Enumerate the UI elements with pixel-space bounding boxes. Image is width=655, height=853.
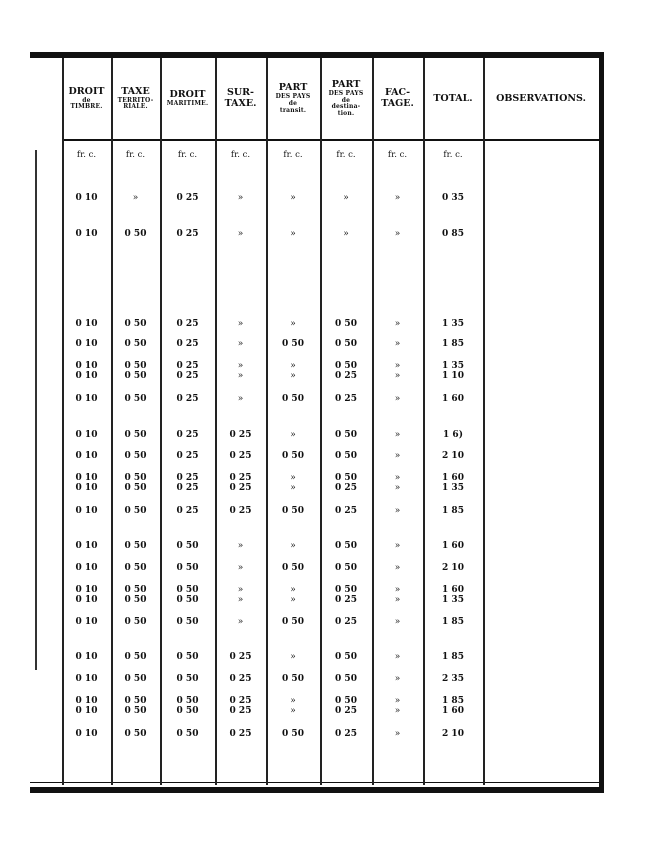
table-cell: 0 50	[282, 451, 304, 461]
table-cell: 0 50	[335, 585, 357, 595]
unit-label: fr. c.	[177, 150, 198, 160]
table-cell: »	[237, 371, 244, 381]
table-cell: »	[290, 229, 296, 239]
table-cell: 0 25	[335, 506, 357, 516]
table-cell: 1 35	[442, 361, 464, 371]
table-cell: 0 25	[229, 473, 252, 483]
unit-label: fr. c.	[125, 150, 146, 160]
table-cell: 0 50	[176, 595, 199, 605]
table-cell: 1 85	[442, 506, 464, 516]
table-cell: 1 85	[442, 617, 464, 627]
column-header-text: DES PAYS	[275, 93, 311, 101]
table-cell: »	[394, 451, 401, 461]
table-cell: 0 50	[124, 617, 147, 627]
table-cell: 0 25	[176, 506, 199, 516]
table-cell: 0 25	[176, 451, 199, 461]
column-header-text: OBSERVATIONS.	[496, 92, 586, 104]
table-cell: »	[343, 229, 349, 239]
table-cell: 0 50	[335, 319, 357, 329]
table-cell: »	[394, 595, 401, 605]
table-cell: »	[290, 371, 296, 381]
table-cell: 0 50	[176, 674, 199, 684]
table-cell: »	[290, 361, 296, 371]
column-header-text: TAXE.	[224, 98, 257, 109]
table-cell: »	[394, 585, 401, 595]
table-cell: 0 25	[229, 729, 252, 739]
table-cell: 0 25	[176, 430, 199, 440]
column-header	[372, 60, 423, 138]
header-rule	[62, 139, 599, 141]
table-cell: »	[290, 595, 296, 605]
table-cell: 0 25	[176, 361, 199, 371]
table-cell: 0 10	[75, 430, 98, 440]
table-cell: »	[394, 339, 401, 349]
table-cell: »	[237, 394, 244, 404]
table-cell: 0 50	[282, 394, 304, 404]
table-cell: 1 35	[442, 483, 464, 493]
unit-label: fr. c.	[76, 150, 97, 160]
table-cell: 1 60	[442, 541, 464, 551]
table-cell: »	[394, 193, 401, 203]
table-cell: »	[237, 229, 244, 239]
unit-label: fr. c.	[230, 150, 251, 160]
table-cell: 0 25	[176, 473, 199, 483]
table-cell: 0 10	[75, 473, 98, 483]
table-right-rule	[599, 52, 604, 792]
table-cell: 0 10	[75, 674, 98, 684]
table-cell: 0 50	[124, 595, 147, 605]
column-header-text: DROIT	[68, 85, 105, 97]
unit-label: fr. c.	[336, 150, 356, 160]
table-cell: 1 6)	[443, 430, 463, 440]
table-cell: 0 10	[75, 595, 98, 605]
table-cell: 0 50	[335, 541, 357, 551]
table-cell: 0 50	[335, 361, 357, 371]
table-cell: 0 50	[335, 473, 357, 483]
table-cell: 0 25	[335, 483, 357, 493]
table-cell: 0 25	[176, 371, 199, 381]
table-cell: »	[290, 706, 296, 716]
table-cell: 0 50	[282, 729, 304, 739]
column-header-text: transit.	[279, 106, 307, 114]
table-inner-bottom-rule	[30, 782, 604, 783]
table-cell: 0 25	[229, 706, 252, 716]
column-header-text: tion.	[337, 110, 355, 118]
column-rule	[483, 58, 485, 785]
table-cell: 0 10	[75, 361, 98, 371]
table-cell: 1 60	[442, 473, 464, 483]
table-cell: 0 35	[442, 193, 464, 203]
table-cell: 0 10	[75, 193, 98, 203]
table-cell: 0 50	[124, 483, 147, 493]
table-cell: 0 50	[282, 674, 304, 684]
table-cell: »	[237, 617, 244, 627]
table-cell: 0 25	[229, 696, 252, 706]
table-cell: 0 50	[176, 541, 199, 551]
table-cell: 0 10	[75, 729, 98, 739]
table-cell: 0 10	[75, 541, 98, 551]
table-cell: 1 60	[442, 394, 464, 404]
table-cell: 0 25	[176, 339, 199, 349]
table-cell: 0 50	[176, 585, 199, 595]
table-cell: »	[394, 394, 401, 404]
table-cell: 1 85	[442, 339, 464, 349]
table-cell: 0 10	[75, 506, 98, 516]
table-cell: »	[290, 696, 296, 706]
table-cell: »	[394, 729, 401, 739]
table-cell: 1 60	[442, 706, 464, 716]
column-header	[215, 60, 266, 138]
table-cell: »	[290, 483, 296, 493]
table-cell: 0 25	[335, 729, 357, 739]
table-cell: 0 10	[75, 483, 98, 493]
table-cell: 0 50	[176, 729, 199, 739]
table-cell: »	[290, 319, 296, 329]
table-cell: 0 10	[75, 585, 98, 595]
table-cell: »	[394, 229, 401, 239]
table-cell: 1 60	[442, 585, 464, 595]
table-cell: 0 10	[75, 371, 98, 381]
table-cell: »	[394, 541, 401, 551]
column-header-text: de	[341, 96, 351, 104]
table-cell: 0 50	[124, 506, 147, 516]
table-cell: 0 50	[124, 361, 147, 371]
left-margin-rule	[35, 150, 37, 670]
table-cell: »	[394, 483, 401, 493]
column-header-text: PART	[278, 82, 308, 94]
column-header-text: DROIT	[169, 89, 206, 101]
table-cell: 1 85	[442, 652, 464, 662]
column-header	[483, 60, 599, 138]
table-cell: 0 25	[176, 394, 199, 404]
table-cell: 0 10	[75, 451, 98, 461]
column-header-text: MARITIME.	[166, 100, 209, 108]
table-cell: »	[394, 361, 401, 371]
table-cell: 0 50	[282, 339, 304, 349]
table-cell: »	[290, 585, 296, 595]
table-cell: 2 35	[442, 674, 464, 684]
table-cell: 0 50	[335, 430, 357, 440]
table-cell: 0 50	[124, 729, 147, 739]
table-cell: 0 50	[124, 585, 147, 595]
table-cell: 0 50	[335, 652, 357, 662]
table-cell: 0 25	[229, 483, 252, 493]
table-cell: 0 10	[75, 696, 98, 706]
column-header-text: TAXE	[121, 85, 150, 97]
table-cell: 1 85	[442, 696, 464, 706]
table-cell: 0 50	[124, 563, 147, 573]
table-cell: »	[394, 563, 401, 573]
table-cell: 0 50	[176, 696, 199, 706]
table-cell: 1 35	[442, 319, 464, 329]
table-cell: »	[237, 541, 244, 551]
column-header	[266, 60, 320, 138]
column-header-text: PART	[331, 78, 361, 90]
table-cell: 0 25	[335, 394, 357, 404]
table-cell: 0 25	[335, 371, 357, 381]
table-cell: »	[237, 339, 244, 349]
column-header-text: TOTAL.	[433, 92, 473, 104]
table-cell: »	[237, 595, 244, 605]
table-cell: »	[290, 652, 296, 662]
table-cell: »	[132, 193, 139, 203]
column-header-text: SUR-	[227, 87, 254, 99]
table-cell: 0 50	[282, 617, 304, 627]
table-cell: »	[290, 430, 296, 440]
column-header-text: TAGE.	[381, 98, 414, 109]
table-cell: 0 50	[335, 451, 357, 461]
table-cell: 1 35	[442, 595, 464, 605]
table-cell: 0 85	[442, 229, 464, 239]
table-cell: 0 50	[124, 652, 147, 662]
table-cell: 0 50	[124, 696, 147, 706]
table-cell: »	[290, 541, 296, 551]
table-cell: 2 10	[442, 729, 464, 739]
table-cell: 0 25	[176, 229, 199, 239]
table-cell: »	[343, 193, 349, 203]
unit-label: fr. c.	[283, 150, 303, 160]
table-cell: 0 50	[176, 706, 199, 716]
table-cell: 0 50	[124, 229, 147, 239]
table-cell: »	[394, 371, 401, 381]
table-cell: 0 50	[176, 617, 199, 627]
table-cell: 0 50	[124, 371, 147, 381]
table-cell: 0 25	[176, 319, 199, 329]
table-cell: »	[394, 430, 401, 440]
unit-label: fr. c.	[443, 150, 463, 160]
column-header-text: de	[82, 96, 91, 104]
table-cell: 0 10	[75, 617, 98, 627]
table-cell: 0 10	[75, 394, 98, 404]
table-cell: 0 50	[124, 430, 147, 440]
table-cell: »	[290, 193, 296, 203]
table-top-rule	[30, 52, 601, 58]
table-cell: »	[237, 361, 244, 371]
table-bottom-rule	[30, 787, 604, 793]
table-cell: »	[237, 319, 244, 329]
table-cell: 0 25	[176, 193, 199, 203]
table-cell: 0 10	[75, 229, 98, 239]
table-cell: »	[394, 506, 401, 516]
unit-label: fr. c.	[387, 150, 408, 160]
column-header-text: FAC-	[384, 87, 411, 99]
column-header-text: RIALE.	[123, 103, 148, 111]
table-cell: 0 50	[335, 563, 357, 573]
table-cell: 0 50	[124, 473, 147, 483]
column-header-text: TERRITO-	[117, 96, 154, 104]
table-cell: »	[394, 319, 401, 329]
table-cell: 0 50	[176, 652, 199, 662]
table-cell: 0 25	[229, 430, 252, 440]
table-cell: 2 10	[442, 451, 464, 461]
table-cell: 0 50	[282, 563, 304, 573]
table-cell: 0 10	[75, 319, 98, 329]
table-cell: 0 50	[124, 319, 147, 329]
table-cell: »	[394, 696, 401, 706]
column-header	[160, 60, 215, 138]
table-cell: 0 10	[75, 563, 98, 573]
column-header-text: TIMBRE.	[70, 103, 103, 111]
table-cell: 0 50	[176, 563, 199, 573]
table-cell: 0 25	[335, 617, 357, 627]
table-cell: »	[237, 585, 244, 595]
table-cell: 0 50	[282, 506, 304, 516]
column-header-text: de	[288, 100, 298, 108]
table-cell: 0 25	[229, 652, 252, 662]
table-cell: 0 10	[75, 339, 98, 349]
table-cell: 0 10	[75, 652, 98, 662]
table-cell: »	[290, 473, 296, 483]
column-header	[111, 60, 160, 138]
table-cell: 0 25	[229, 451, 252, 461]
column-header	[320, 60, 372, 138]
table-cell: 0 50	[335, 674, 357, 684]
column-header-text: destina-	[331, 103, 361, 111]
column-header-text: DES PAYS	[328, 89, 364, 97]
table-cell: 0 25	[229, 506, 252, 516]
table-cell: 0 50	[124, 541, 147, 551]
table-cell: 0 50	[124, 451, 147, 461]
table-cell: »	[394, 706, 401, 716]
table-cell: 0 50	[124, 674, 147, 684]
column-header	[62, 60, 111, 138]
table-cell: »	[237, 193, 244, 203]
table-cell: »	[394, 674, 401, 684]
column-header	[423, 60, 483, 138]
table-cell: 0 25	[176, 483, 199, 493]
table-cell: 0 25	[335, 595, 357, 605]
table-cell: 0 50	[124, 394, 147, 404]
table-cell: »	[394, 652, 401, 662]
table-cell: 0 50	[335, 339, 357, 349]
table-cell: »	[394, 473, 401, 483]
table-cell: 1 10	[442, 371, 464, 381]
table-cell: 0 50	[124, 706, 147, 716]
table-cell: 0 50	[335, 696, 357, 706]
table-cell: 0 25	[335, 706, 357, 716]
table-cell: 2 10	[442, 563, 464, 573]
table-cell: »	[237, 563, 244, 573]
table-cell: 0 50	[124, 339, 147, 349]
table-cell: 0 10	[75, 706, 98, 716]
table-cell: 0 25	[229, 674, 252, 684]
table-cell: »	[394, 617, 401, 627]
